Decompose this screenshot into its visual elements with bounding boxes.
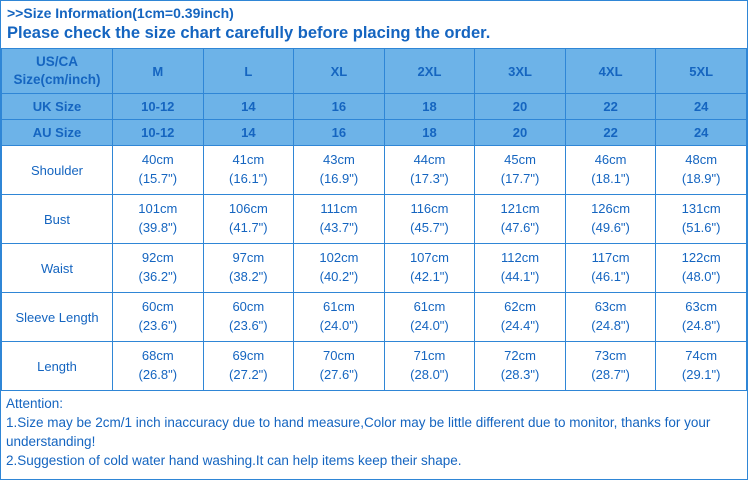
value-cm: 101cm <box>138 201 178 217</box>
size-header-l: L <box>203 49 294 94</box>
value-cm: 131cm <box>681 201 721 217</box>
uk-size-xl: 16 <box>294 94 385 120</box>
au-size-xl: 16 <box>294 120 385 146</box>
uk-size-2xl: 18 <box>384 94 475 120</box>
value-cm: 48cm <box>685 152 718 168</box>
sleeve-length-m <box>113 293 204 342</box>
value-inch: (41.7") <box>229 220 268 235</box>
length-xl <box>294 342 385 391</box>
value-cm: 69cm <box>232 348 265 364</box>
value-cm: 44cm <box>413 152 446 168</box>
size-header-3xl: 3XL <box>475 49 566 94</box>
shoulder-4xl <box>565 146 656 195</box>
value-inch: (43.7") <box>319 220 359 235</box>
value-inch: (28.3") <box>500 367 540 382</box>
value-cm: 63cm <box>594 299 627 315</box>
value-inch: (27.2") <box>229 367 268 382</box>
value-cm: 41cm <box>232 152 265 168</box>
row-label-au-size: AU Size <box>2 120 113 146</box>
page-title: >>Size Information(1cm=0.39inch) <box>7 5 234 21</box>
length-4xl <box>565 342 656 391</box>
shoulder-l <box>203 146 294 195</box>
attention-block <box>1 391 747 471</box>
length-m <box>113 342 204 391</box>
value-cm: 61cm <box>323 299 355 315</box>
bust-xl <box>294 195 385 244</box>
value-cm: 70cm <box>323 348 355 364</box>
value-cm: 72cm <box>504 348 536 364</box>
waist-xl <box>294 244 385 293</box>
value-cm: 71cm <box>413 348 446 364</box>
table-row-length <box>2 342 747 391</box>
corner-label-line2: Size(cm/inch) <box>13 72 101 87</box>
value-inch: (29.1") <box>681 367 721 382</box>
table-header-row <box>2 49 747 94</box>
value-inch: (39.8") <box>138 220 178 235</box>
uk-size-l: 14 <box>203 94 294 120</box>
value-inch: (24.8") <box>681 318 721 333</box>
value-inch: (40.2") <box>319 269 359 284</box>
bust-4xl <box>565 195 656 244</box>
value-cm: 74cm <box>685 348 718 364</box>
bust-2xl <box>384 195 475 244</box>
shoulder-3xl <box>475 146 566 195</box>
bust-m <box>113 195 204 244</box>
value-inch: (17.3") <box>410 171 449 186</box>
sleeve-length-xl <box>294 293 385 342</box>
value-inch: (24.8") <box>591 318 630 333</box>
value-cm: 111cm <box>320 201 358 217</box>
uk-size-3xl: 20 <box>475 94 566 120</box>
value-inch: (42.1") <box>410 269 449 284</box>
value-inch: (23.6") <box>138 318 178 333</box>
page-subtitle: Please check the size chart carefully before placing the order. <box>7 24 491 42</box>
length-2xl <box>384 342 475 391</box>
value-inch: (16.9") <box>319 171 359 186</box>
table-row-bust <box>2 195 747 244</box>
corner-label-line1: US/CA <box>35 53 78 69</box>
value-inch: (46.1") <box>591 269 630 284</box>
size-header-xl: XL <box>294 49 385 94</box>
value-cm: 68cm <box>141 348 174 364</box>
value-inch: (49.6") <box>591 220 630 235</box>
length-3xl <box>475 342 566 391</box>
size-header-4xl: 4XL <box>565 49 656 94</box>
bust-l <box>203 195 294 244</box>
attention-title: Attention: <box>6 396 64 411</box>
value-cm: 43cm <box>323 152 355 168</box>
waist-3xl <box>475 244 566 293</box>
value-inch: (47.6") <box>500 220 540 235</box>
value-inch: (24.0") <box>319 318 359 333</box>
au-size-4xl: 22 <box>565 120 656 146</box>
value-inch: (38.2") <box>229 269 268 284</box>
value-cm: 112cm <box>501 250 540 266</box>
bust-3xl <box>475 195 566 244</box>
value-inch: (27.6") <box>319 367 359 382</box>
shoulder-m <box>113 146 204 195</box>
shoulder-5xl <box>656 146 747 195</box>
value-cm: 62cm <box>504 299 536 315</box>
row-label-length: Length <box>2 342 113 391</box>
table-row-waist <box>2 244 747 293</box>
table-row-shoulder <box>2 146 747 195</box>
size-chart-table <box>1 48 747 391</box>
value-cm: 122cm <box>681 250 721 266</box>
table-row-uk-size <box>2 94 747 120</box>
value-inch: (48.0") <box>681 269 721 284</box>
value-cm: 92cm <box>141 250 174 266</box>
value-cm: 121cm <box>500 201 540 217</box>
value-cm: 126cm <box>591 201 631 217</box>
sleeve-length-5xl <box>656 293 747 342</box>
uk-size-m: 10-12 <box>113 94 204 120</box>
sleeve-length-l <box>203 293 294 342</box>
row-label-sleeve-length: Sleeve Length <box>2 293 113 342</box>
value-inch: (17.7") <box>500 171 540 186</box>
value-cm: 97cm <box>232 250 265 266</box>
value-inch: (45.7") <box>410 220 449 235</box>
waist-m <box>113 244 204 293</box>
row-label-waist: Waist <box>2 244 113 293</box>
value-inch: (51.6") <box>681 220 721 235</box>
au-size-m: 10-12 <box>113 120 204 146</box>
value-cm: 106cm <box>228 201 268 217</box>
au-size-5xl: 24 <box>656 120 747 146</box>
row-label-uk-size: UK Size <box>2 94 113 120</box>
waist-4xl <box>565 244 656 293</box>
au-size-l: 14 <box>203 120 294 146</box>
value-inch: (18.9") <box>681 171 721 186</box>
row-label-shoulder: Shoulder <box>2 146 113 195</box>
value-cm: 116cm <box>410 201 449 217</box>
value-inch: (24.4") <box>500 318 540 333</box>
size-header-m: M <box>113 49 204 94</box>
value-inch: (24.0") <box>410 318 449 333</box>
value-inch: (28.7") <box>591 367 630 382</box>
sleeve-length-2xl <box>384 293 475 342</box>
value-cm: 63cm <box>685 299 718 315</box>
au-size-3xl: 20 <box>475 120 566 146</box>
value-inch: (15.7") <box>138 171 178 186</box>
table-row-au-size <box>2 120 747 146</box>
value-cm: 60cm <box>141 299 174 315</box>
au-size-2xl: 18 <box>384 120 475 146</box>
value-cm: 40cm <box>141 152 174 168</box>
waist-5xl <box>656 244 747 293</box>
length-5xl <box>656 342 747 391</box>
shoulder-xl <box>294 146 385 195</box>
shoulder-2xl <box>384 146 475 195</box>
size-header-5xl: 5XL <box>656 49 747 94</box>
value-inch: (36.2") <box>138 269 178 284</box>
attention-note-2: 2.Suggestion of cold water hand washing.It can help items keep their shape. <box>6 453 462 469</box>
attention-note-1: 1.Size may be 2cm/1 inch inaccuracy due to hand measure,Color may be little different due to monitor, thanks for your understanding! <box>6 415 711 450</box>
corner-label-cell <box>2 49 113 94</box>
uk-size-5xl: 24 <box>656 94 747 120</box>
value-inch: (26.8") <box>138 367 178 382</box>
value-inch: (23.6") <box>229 318 268 333</box>
waist-l <box>203 244 294 293</box>
sleeve-length-3xl <box>475 293 566 342</box>
value-cm: 60cm <box>232 299 265 315</box>
value-inch: (28.0") <box>410 367 449 382</box>
bust-5xl <box>656 195 747 244</box>
value-cm: 45cm <box>504 152 536 168</box>
waist-2xl <box>384 244 475 293</box>
value-cm: 73cm <box>594 348 627 364</box>
table-row-sleeve-length <box>2 293 747 342</box>
sleeve-length-4xl <box>565 293 656 342</box>
size-header-2xl: 2XL <box>384 49 475 94</box>
value-inch: (44.1") <box>500 269 540 284</box>
value-cm: 61cm <box>413 299 446 315</box>
value-cm: 107cm <box>409 250 449 266</box>
value-inch: (18.1") <box>591 171 630 186</box>
value-cm: 117cm <box>591 250 630 266</box>
row-label-bust: Bust <box>2 195 113 244</box>
uk-size-4xl: 22 <box>565 94 656 120</box>
value-cm: 46cm <box>594 152 627 168</box>
value-cm: 102cm <box>319 250 359 266</box>
length-l <box>203 342 294 391</box>
value-inch: (16.1") <box>229 171 268 186</box>
